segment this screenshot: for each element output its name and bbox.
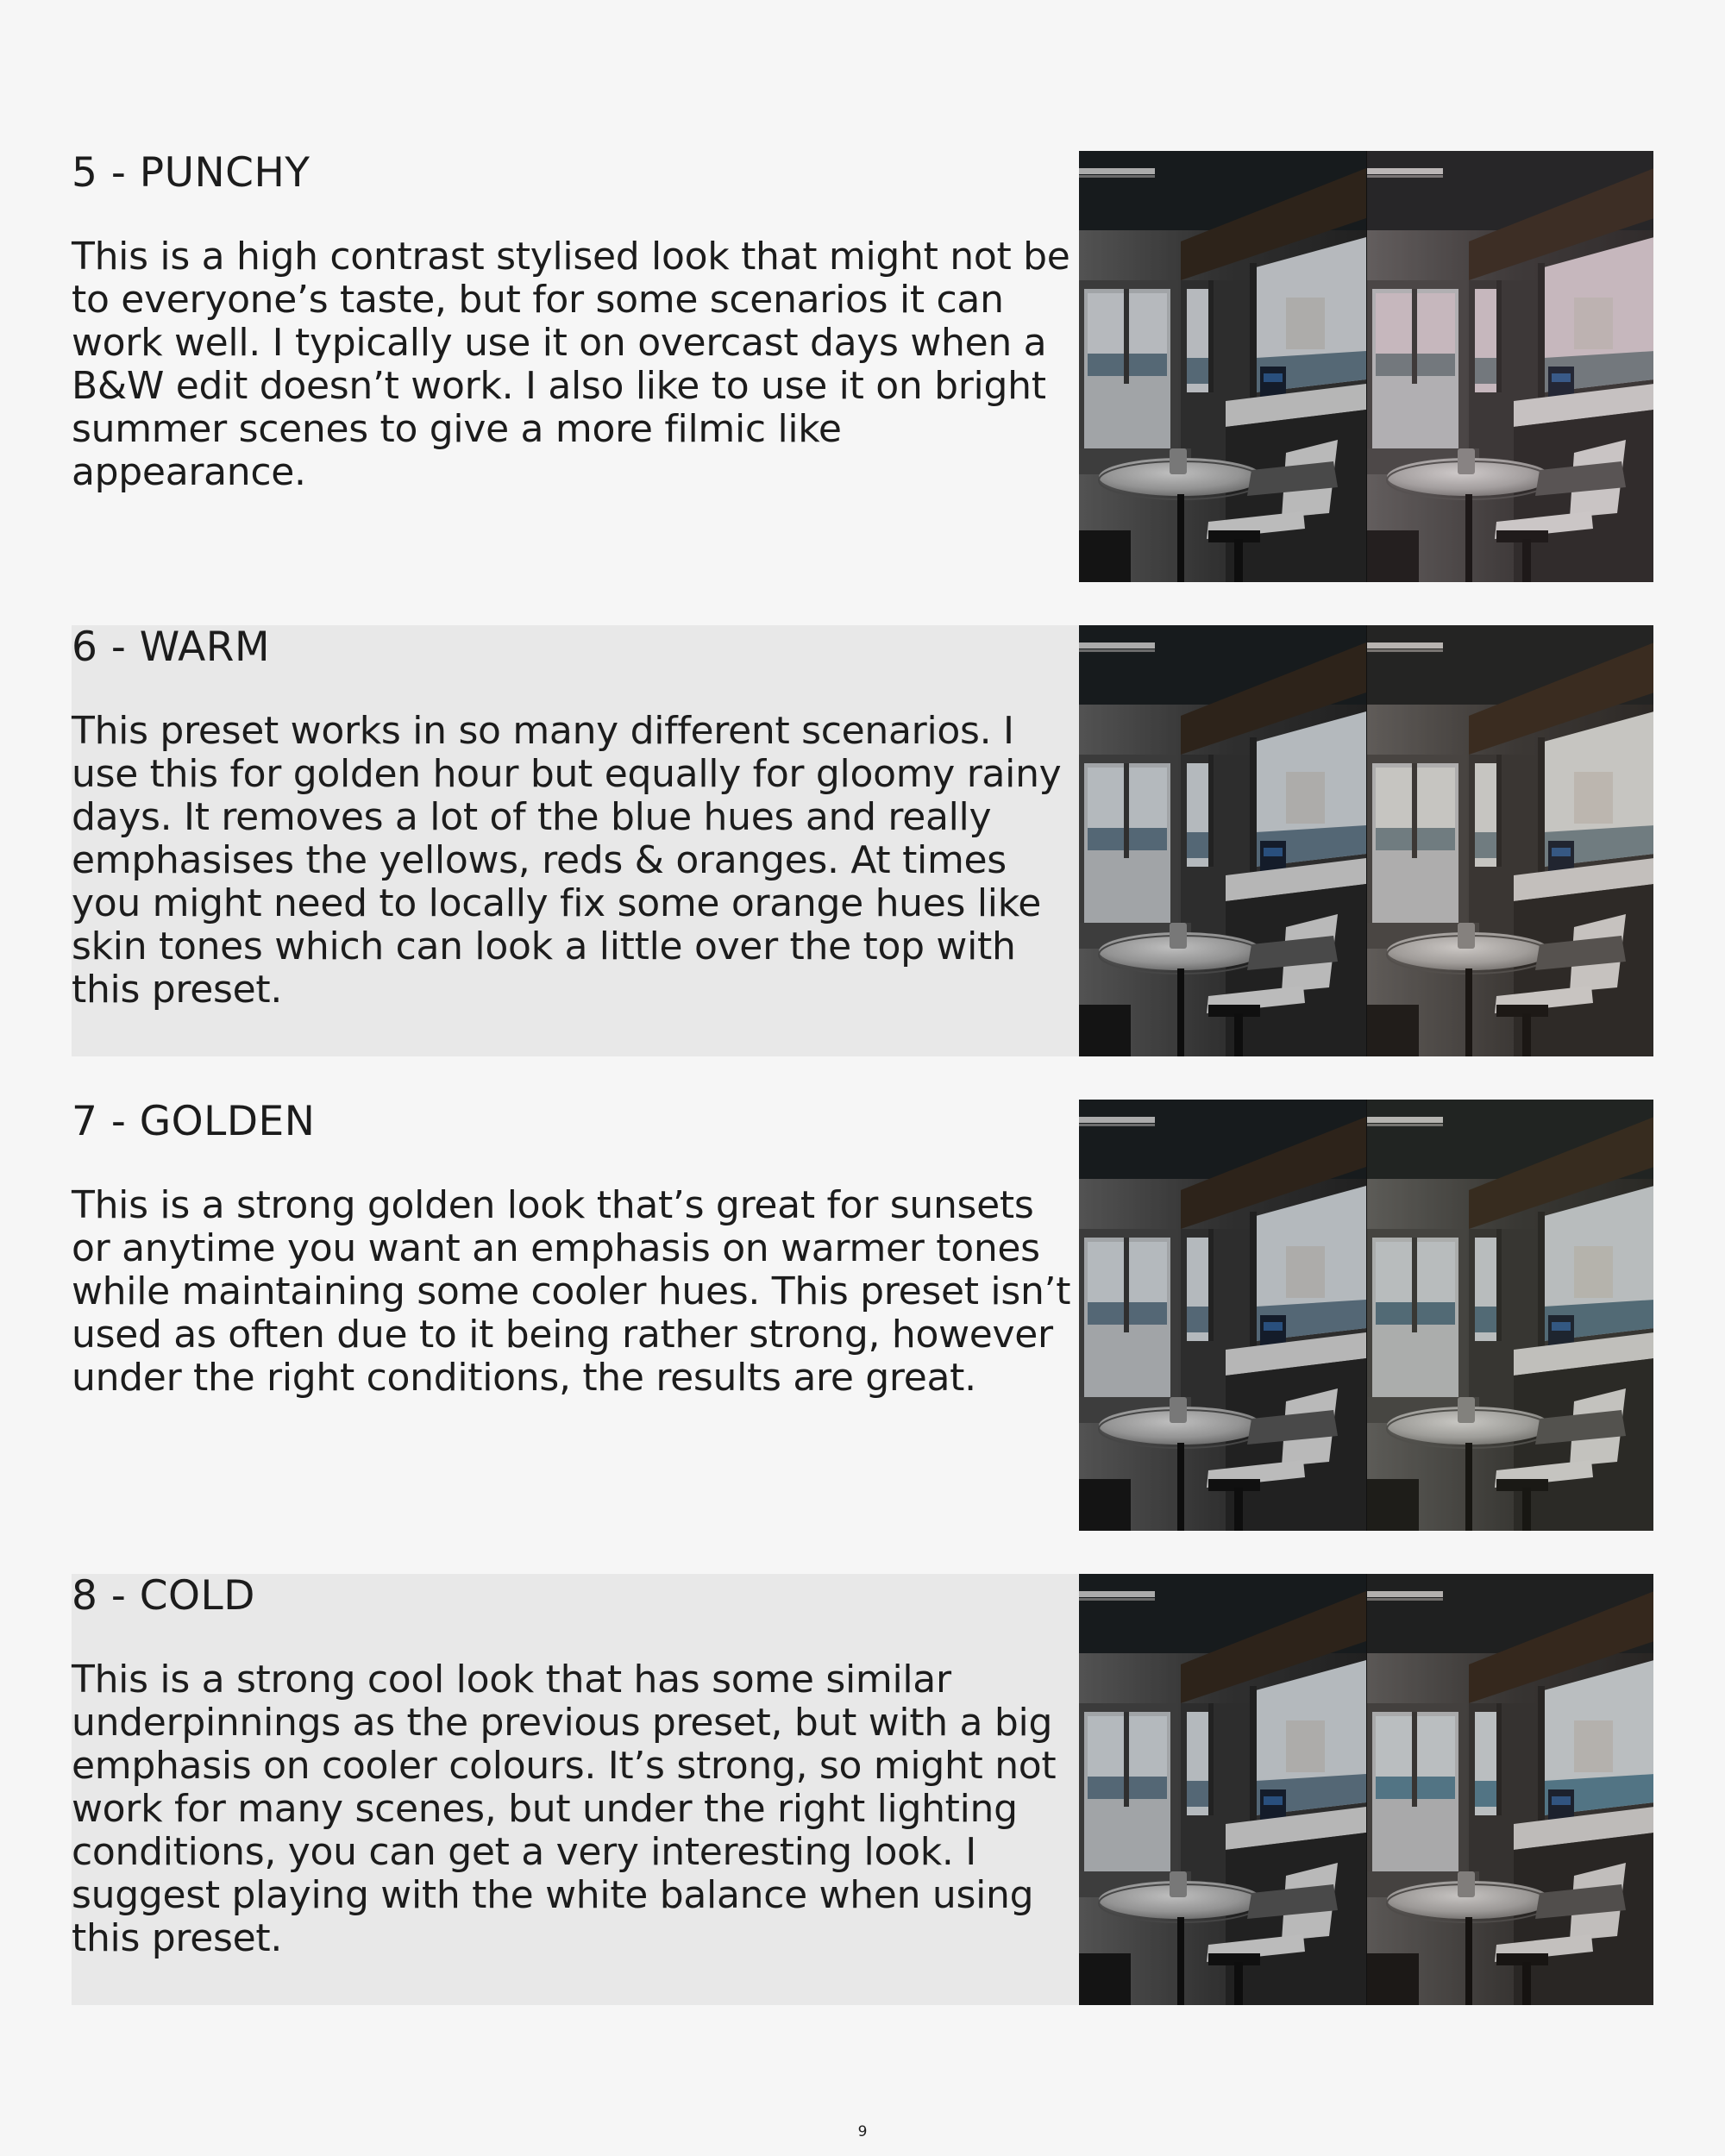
photo-after — [1366, 625, 1654, 1056]
photo-before — [1079, 1574, 1366, 2005]
photo-before — [1079, 625, 1366, 1056]
preset-section-golden — [72, 1100, 1653, 1531]
preset-section-cold — [72, 1574, 1653, 2005]
photo-after — [1366, 1574, 1654, 2005]
photo-after — [1366, 151, 1654, 582]
photo-after — [1366, 1100, 1654, 1531]
before-after-photos — [1079, 1574, 1653, 2005]
preset-text-block — [72, 625, 1079, 1056]
preset-description: This is a high contrast stylised look that might not be to everyone’s taste, but for some scenarios it can work well. I typically use it on overcast days when a B&W edit doesn’t work. I also like to use it on bright summer scenes to give a more filmic like appearance. — [72, 235, 1070, 494]
preset-heading: 6 - WARM — [72, 624, 271, 671]
preset-text-block — [72, 151, 1079, 582]
preset-text-block — [72, 1100, 1079, 1531]
before-after-photos — [1079, 151, 1653, 582]
preset-description: This preset works in so many different scenarios. I use this for golden hour but equally for gloomy rainy days. It removes a lot of the blue hues and really emphasises the yellows, reds & oranges. At times you might need to locally fix some orange hues like skin tones which can look a little over the top with this preset. — [72, 709, 1062, 1012]
preset-heading: 8 - COLD — [72, 1572, 255, 1620]
preset-text-block — [72, 1574, 1079, 2005]
preset-section-warm — [72, 625, 1653, 1056]
photo-before — [1079, 151, 1366, 582]
preset-description: This is a strong golden look that’s great for sunsets or anytime you want an emphasis on warmer tones while maintaining some cooler hues. This preset isn’t used as often due to it being rather strong, however under the right conditions, the results are great. — [72, 1183, 1071, 1400]
preset-heading: 5 - PUNCHY — [72, 149, 310, 197]
photo-before — [1079, 1100, 1366, 1531]
page-number: 9 — [857, 2123, 868, 2140]
preset-description: This is a strong cool look that has some similar underpinnings as the previous preset, but with a big emphasis on cooler colours. It’s strong, so might not work for many scenes, but under the right lighting conditions, you can get a very interesting look. I suggest playing with the white balance when using this preset. — [72, 1658, 1057, 1960]
before-after-photos — [1079, 1100, 1653, 1531]
before-after-photos — [1079, 625, 1653, 1056]
preset-section-punchy — [72, 151, 1653, 582]
preset-heading: 7 - GOLDEN — [72, 1098, 316, 1145]
